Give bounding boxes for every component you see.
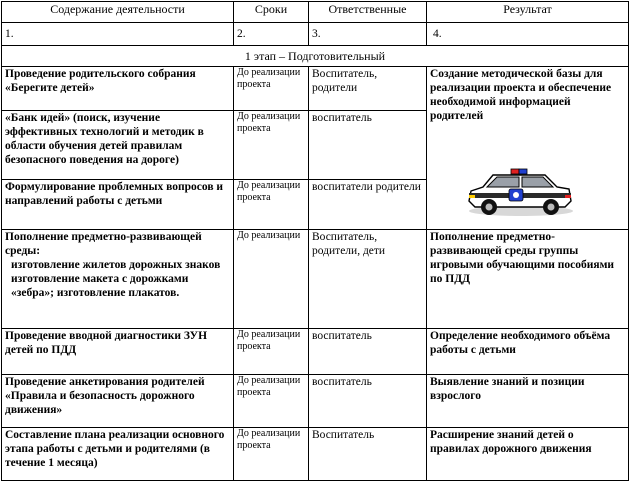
- activity-cell: «Банк идей» (поиск, изучение эффективных технологий и методик в области обучения детей правилам безопасного поведения на дороге): [2, 111, 234, 180]
- table-row: [2, 329, 629, 375]
- result-cell: Пополнение предметно-развивающей среды группы игровыми обучающими пособиями по ПДД: [427, 230, 629, 329]
- stage-row: [2, 46, 629, 67]
- result-cell: Выявление знаний и позиции взрослого: [427, 375, 629, 428]
- table-row: [2, 375, 629, 428]
- responsible-cell: Воспитатель, родители: [309, 67, 427, 111]
- column-number-1: 1.: [2, 23, 234, 46]
- project-plan-table: [1, 1, 629, 481]
- result-cell: Определение необходимого объёма работы с детьми: [427, 329, 629, 375]
- stage-title: 1 этап – Подготовительный: [2, 46, 629, 67]
- police-car-icon: [465, 165, 575, 217]
- responsible-cell: Воспитатель, родители, дети: [309, 230, 427, 329]
- column-number-2: 2.: [234, 23, 309, 46]
- responsible-cell: воспитатель: [309, 111, 427, 180]
- activity-cell: [2, 230, 234, 329]
- terms-cell: До реализации проекта: [234, 375, 309, 428]
- activity-line: изготовление жилетов дорожных знаков: [11, 259, 221, 271]
- header-activity: Содержание деятельности: [2, 2, 234, 23]
- terms-cell: До реализации проекта: [234, 67, 309, 111]
- terms-cell: До реализации проекта: [234, 111, 309, 180]
- activity-cell: Проведение родительского собрания «Берегите детей»: [2, 67, 234, 111]
- result-text: Создание методической базы для реализации проекта и обеспечение необходимой информацией родителей: [430, 68, 612, 122]
- column-number-3: 3.: [309, 23, 427, 46]
- activity-cell: Составление плана реализации основного этапа работы с детьми и родителями (в течение 1 месяца): [2, 428, 234, 481]
- activity-cell: Проведение анкетирования родителей «Правила и безопасность дорожного движения»: [2, 375, 234, 428]
- terms-cell: До реализации проекта: [234, 428, 309, 481]
- column-number-4: 4.: [427, 23, 629, 46]
- header-result: Результат: [427, 2, 629, 23]
- header-responsible: Ответственные: [309, 2, 427, 23]
- header-row: [2, 2, 629, 23]
- header-terms: Сроки: [234, 2, 309, 23]
- column-number-row: [2, 23, 629, 46]
- responsible-cell: воспитатели родители: [309, 180, 427, 230]
- responsible-cell: Воспитатель: [309, 428, 427, 481]
- responsible-cell: воспитатель: [309, 329, 427, 375]
- responsible-cell: воспитатель: [309, 375, 427, 428]
- result-cell: Расширение знаний детей о правилах дорожного движения: [427, 428, 629, 481]
- terms-cell: До реализации проекта: [234, 329, 309, 375]
- table-row: [2, 428, 629, 481]
- table-row: [2, 230, 629, 329]
- activity-cell: Проведение вводной диагностики ЗУН детей по ПДД: [2, 329, 234, 375]
- terms-cell: До реализации: [234, 230, 309, 329]
- table-row: [2, 67, 629, 111]
- activity-line: Пополнение предметно-развивающей среды:: [5, 231, 202, 257]
- activity-line: изготовление макета с дорожками «зебра»; изготовление плакатов.: [11, 273, 189, 299]
- result-cell-merged: [427, 67, 629, 230]
- terms-cell: До реализации проекта: [234, 180, 309, 230]
- activity-cell: Формулирование проблемных вопросов и направлений работы с детьми: [2, 180, 234, 230]
